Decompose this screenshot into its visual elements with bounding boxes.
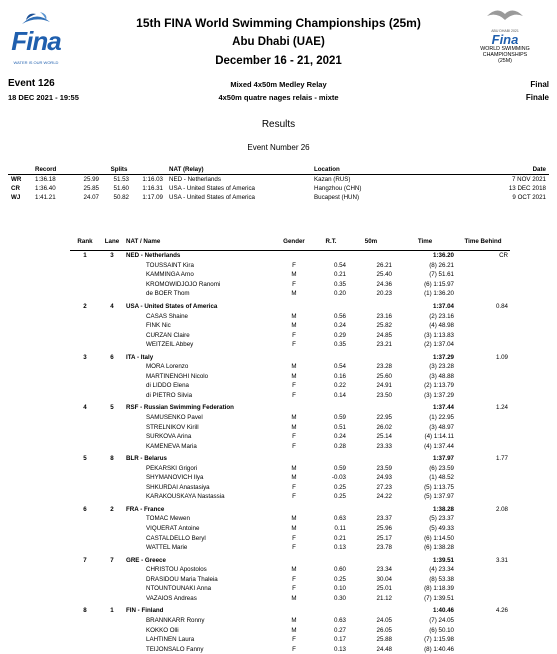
record-split: 1:16.03 [142, 176, 163, 183]
team-nat: BLR - Belarus [126, 455, 167, 463]
swimmer-reaction-time: 0.22 [333, 382, 346, 390]
swimmer-50m: 23.34 [376, 566, 392, 574]
swimmer-reaction-time: 0.63 [333, 515, 346, 523]
record-time: 1:41.21 [35, 194, 56, 201]
team-time-behind: CR [499, 252, 508, 260]
swimmer-row [70, 362, 510, 372]
swimmer-50m: 25.82 [376, 322, 392, 330]
fina-tagline: WATER IS OUR WORLD [13, 60, 59, 65]
swimmer-gender: F [292, 645, 296, 653]
swimmer-row [70, 616, 510, 626]
swimmer-split: (1) 1:36.20 [424, 290, 454, 298]
record-split: 24.07 [83, 194, 99, 201]
swimmer-gender: M [291, 464, 297, 472]
swimmer-gender: M [291, 322, 297, 330]
swimmer-row [70, 413, 510, 423]
swimmer-reaction-time: 0.20 [333, 290, 346, 298]
team-rank: 4 [83, 404, 87, 412]
swimmer-50m: 26.05 [376, 626, 392, 634]
swimmer-row [70, 432, 510, 442]
swimmer-row [70, 280, 510, 290]
swimmer-gender: M [291, 515, 297, 523]
swimmer-50m: 23.16 [376, 312, 392, 320]
swimmer-reaction-time: 0.13 [333, 645, 346, 653]
swimmer-split: (1) 22.95 [429, 414, 454, 422]
swimmer-50m: 23.50 [376, 391, 392, 399]
swimmer-50m: 25.88 [376, 636, 392, 644]
swimmer-name: di PIETRO Silvia [146, 391, 193, 399]
team-time-behind: 1.24 [495, 404, 508, 412]
swimmer-split: (3) 48.97 [429, 423, 454, 431]
team-time: 1:37.44 [433, 404, 454, 412]
record-split: 51.60 [113, 185, 129, 192]
swimmer-name: KROMOWIDJOJO Ranomi [146, 280, 221, 288]
swimmer-gender: M [291, 312, 297, 320]
swimmer-split: (8) 1:40.46 [424, 645, 454, 653]
swimmer-gender: F [292, 483, 296, 491]
swimmer-gender: F [292, 636, 296, 644]
team-time-behind: 1.09 [495, 353, 508, 361]
record-location: Hangzhou (CHN) [314, 185, 362, 192]
swimmer-split: (3) 1:37.29 [424, 391, 454, 399]
swimmer-gender: F [292, 442, 296, 450]
swimmer-reaction-time: 0.21 [333, 534, 346, 542]
swimmer-name: VAZAIOS Andreas [146, 594, 197, 602]
team-lane: 3 [110, 252, 114, 260]
swimmer-gender: F [292, 544, 296, 552]
record-split: 25.99 [83, 176, 99, 183]
swimmer-name: SHYMANOVICH Ilya [146, 474, 204, 482]
swimmer-row [70, 644, 510, 654]
swimmer-row [70, 261, 510, 271]
swimmer-split: (7) 1:39.51 [424, 594, 454, 602]
team-lane: 2 [110, 505, 114, 513]
swimmer-reaction-time: 0.28 [333, 442, 346, 450]
swimmer-split: (7) 51.61 [429, 271, 454, 279]
swimmer-split: (3) 1:13.83 [424, 331, 454, 339]
phase-fr: Finale [525, 93, 549, 102]
swimmer-gender: F [292, 341, 296, 349]
swimmer-name: LAHTINEN Laura [146, 636, 195, 644]
swimmer-50m: 24.22 [376, 493, 392, 501]
swimmer-gender: F [292, 391, 296, 399]
swimmer-50m: 24.85 [376, 331, 392, 339]
swimmer-gender: M [291, 616, 297, 624]
team-row [70, 251, 510, 261]
swimmer-row [70, 311, 510, 321]
record-nat: USA - United States of America [169, 185, 255, 192]
record-code: WR [11, 176, 22, 183]
swimmer-50m: 26.02 [376, 423, 392, 431]
swimmer-gender: M [291, 423, 297, 431]
swimmer-name: WATTEL Marie [146, 544, 188, 552]
swimmer-row [70, 270, 510, 280]
swimmer-split: (3) 23.28 [429, 363, 454, 371]
swimmer-reaction-time: 0.59 [333, 414, 346, 422]
swimmer-reaction-time: 0.60 [333, 566, 346, 574]
record-split: 1:17.09 [142, 194, 163, 201]
swimmer-name: CHRISTOU Apostolos [146, 566, 207, 574]
team-lane: 4 [110, 303, 114, 310]
record-code: CR [11, 185, 20, 192]
swimmer-gender: F [292, 280, 296, 288]
swimmer-split: (2) 23.16 [429, 312, 454, 320]
team-time: 1:39.51 [433, 556, 454, 564]
results-table [70, 232, 510, 654]
swimmer-gender: F [292, 585, 296, 593]
swimmer-row [70, 381, 510, 391]
swimmer-split: (6) 1:38.28 [424, 544, 454, 552]
swimmer-row [70, 575, 510, 585]
swimmer-row [70, 543, 510, 553]
swimmer-split: (8) 1:18.39 [424, 585, 454, 593]
swimmer-name: SHKURDAI Anastasiya [146, 483, 210, 491]
team-row [70, 302, 510, 312]
team-nat: FIN - Finland [126, 607, 164, 615]
record-row [8, 193, 549, 202]
swimmer-split: (2) 1:37.04 [424, 341, 454, 349]
city: Abu Dhabi (UAE) [232, 36, 325, 48]
team-rank: 5 [83, 455, 87, 463]
record-split: 51.53 [113, 176, 129, 183]
event-name-en: Mixed 4x50m Medley Relay [230, 80, 327, 89]
page-title: 15th FINA World Swimming Championships (25m) [136, 16, 421, 30]
swimmer-row [70, 340, 510, 350]
swimmer-gender: F [292, 382, 296, 390]
swimmer-gender: F [292, 493, 296, 501]
swimmer-split: (7) 1:15.98 [424, 636, 454, 644]
team-row [70, 403, 510, 413]
swimmer-50m: 24.91 [376, 382, 392, 390]
team-time-behind: 0.84 [495, 303, 508, 310]
swimmer-name: DRASIDOU Maria Thaleia [146, 575, 218, 583]
swimmer-split: (4) 1:14.11 [424, 433, 454, 441]
swimmer-50m: 24.48 [376, 645, 392, 653]
swimmer-reaction-time: 0.29 [333, 331, 346, 339]
section-title: Results [261, 119, 296, 130]
swimmer-row [70, 483, 510, 493]
swimmer-50m: 20.23 [376, 290, 392, 298]
swimmer-split: (8) 53.38 [429, 575, 454, 583]
swimmer-split: (1) 48.52 [429, 474, 454, 482]
event-name-fr: 4x50m quatre nages relais - mixte [218, 93, 339, 102]
swimmer-reaction-time: 0.25 [333, 493, 346, 501]
swimmer-name: BRANNKARR Ronny [146, 616, 205, 624]
dates: December 16 - 21, 2021 [215, 55, 342, 67]
swimmer-name: MARTINENGHI Nicolo [146, 372, 209, 380]
swimmer-name: KAMMINGA Arno [146, 271, 194, 279]
event-label: Event 126 [8, 78, 55, 89]
record-location: Bucapest (HUN) [314, 194, 360, 201]
swimmer-name: SAMUSENKO Pavel [146, 414, 203, 422]
swimmer-split: (6) 1:14.50 [424, 534, 454, 542]
swimmer-50m: 23.28 [376, 363, 392, 371]
team-rank: 2 [83, 303, 87, 310]
swimmer-50m: 25.96 [376, 525, 392, 533]
swimmer-gender: M [291, 271, 297, 279]
swimmer-reaction-time: 0.16 [333, 372, 346, 380]
swimmer-50m: 23.33 [376, 442, 392, 450]
team-time: 1:37.97 [433, 455, 454, 463]
swimmer-50m: 24.93 [376, 474, 392, 482]
swimmer-gender: F [292, 575, 296, 583]
swimmer-reaction-time: 0.11 [334, 525, 346, 533]
swimmer-name: KARAKOUSKAYA Nastassia [146, 493, 225, 501]
swimmer-row [70, 594, 510, 604]
records-header-row: Record Splits NAT (Relay) Location Date [8, 165, 549, 175]
swimmer-gender: F [292, 261, 296, 269]
team-row [70, 454, 510, 464]
swimmer-gender: M [291, 626, 297, 634]
record-nat: NED - Netherlands [169, 176, 221, 183]
swimmer-50m: 22.95 [376, 414, 392, 422]
team-lane: 5 [110, 404, 114, 412]
swimmer-50m: 24.05 [376, 616, 392, 624]
team-time: 1:40.46 [433, 607, 454, 615]
swimmer-row [70, 514, 510, 524]
swimmer-split: (6) 23.59 [429, 464, 454, 472]
swimmer-name: TOUSSAINT Kira [146, 261, 194, 269]
swimmer-split: (2) 1:13.79 [424, 382, 454, 390]
team-time: 1:37.04 [433, 303, 454, 310]
swimmer-split: (6) 1:15.97 [424, 280, 454, 288]
swimmer-row [70, 330, 510, 340]
swimmer-split: (3) 48.88 [429, 372, 454, 380]
record-code: WJ [11, 194, 21, 201]
team-time-behind: 1.77 [495, 455, 508, 463]
team-rank: 6 [83, 505, 87, 513]
swimmer-50m: 27.23 [376, 483, 392, 491]
swimmer-row [70, 463, 510, 473]
swimmer-50m: 23.21 [376, 341, 392, 349]
team-lane: 8 [110, 455, 114, 463]
swimmer-reaction-time: 0.35 [333, 341, 346, 349]
swimmer-name: TEIJONSALO Fanny [146, 645, 204, 653]
record-split: 50.82 [113, 194, 129, 201]
swimmer-gender: F [292, 534, 296, 542]
championships-logo-sub: WORLD SWIMMING CHAMPIONSHIPS (25M) [480, 46, 530, 65]
fina-logo-text: Fina [11, 26, 61, 56]
swimmer-50m: 25.60 [376, 372, 392, 380]
team-row [70, 352, 510, 362]
swimmer-split: (7) 24.05 [429, 616, 454, 624]
phase-en: Final [530, 80, 549, 89]
swimmer-split: (8) 26.21 [429, 261, 454, 269]
swimmer-split: (6) 50.10 [429, 626, 454, 634]
swimmer-name: VIQUERAT Antoine [146, 525, 200, 533]
team-rank: 3 [83, 353, 87, 361]
record-location: Kazan (RUS) [314, 176, 351, 183]
swimmer-gender: M [291, 414, 297, 422]
swimmer-gender: M [291, 594, 297, 602]
swimmer-gender: M [291, 566, 297, 574]
team-time-behind: 4.26 [495, 607, 508, 615]
swimmer-50m: 23.78 [376, 544, 392, 552]
team-lane: 1 [110, 607, 114, 615]
swimmer-row [70, 372, 510, 382]
swimmer-row [70, 584, 510, 594]
swimmer-name: MORA Lorenzo [146, 363, 189, 371]
record-row [8, 175, 549, 185]
swimmer-reaction-time: 0.24 [333, 322, 346, 330]
swimmer-row [70, 441, 510, 451]
record-row [8, 184, 549, 193]
swimmer-50m: 25.40 [376, 271, 392, 279]
swimmer-gender: M [291, 290, 297, 298]
team-rank: 8 [83, 607, 87, 615]
swimmer-50m: 25.17 [376, 534, 392, 542]
swimmer-row [70, 635, 510, 645]
swimmer-split: (4) 23.34 [429, 566, 454, 574]
swimmer-gender: M [291, 363, 297, 371]
swimmer-reaction-time: 0.59 [333, 464, 346, 472]
team-time: 1:36.20 [433, 252, 454, 260]
record-date: 13 DEC 2018 [508, 185, 546, 192]
swimmer-row [70, 492, 510, 502]
swimmer-name: di LIDDO Elena [146, 382, 189, 390]
swimmer-split: (4) 48.98 [429, 322, 454, 330]
swimmer-name: WEITZEIL Abbey [146, 341, 194, 349]
championships-logo-text: Fina [491, 32, 519, 47]
swimmer-row [70, 321, 510, 331]
swimmer-reaction-time: 0.27 [333, 626, 346, 634]
swimmer-name: CASTALDELLO Beryl [146, 534, 206, 542]
team-row [70, 505, 510, 515]
team-rank: 1 [83, 252, 87, 260]
event-number: Event Number 26 [247, 143, 310, 152]
team-nat: RSF - Russian Swimming Federation [126, 404, 234, 412]
swimmer-50m: 25.14 [376, 433, 392, 441]
swimmer-row [70, 565, 510, 575]
team-nat: ITA - Italy [126, 353, 154, 361]
team-lane: 7 [110, 556, 114, 564]
record-split: 25.85 [83, 185, 99, 192]
record-date: 7 NOV 2021 [511, 176, 546, 183]
swimmer-gender: F [292, 331, 296, 339]
swimmer-gender: F [292, 433, 296, 441]
swimmer-50m: 30.04 [376, 575, 392, 583]
swimmer-split: (5) 1:13.75 [424, 483, 454, 491]
swimmer-row [70, 289, 510, 299]
records-table [8, 165, 549, 202]
swimmer-gender: M [291, 372, 297, 380]
swimmer-reaction-time: 0.14 [333, 391, 346, 399]
swimmer-reaction-time: 0.35 [333, 280, 346, 288]
swimmer-split: (5) 49.33 [429, 525, 454, 533]
event-datetime: 18 DEC 2021 - 19:55 [8, 93, 79, 102]
swimmer-reaction-time: 0.21 [333, 271, 346, 279]
team-row [70, 606, 510, 616]
swimmer-row [70, 473, 510, 483]
swimmer-name: CURZAN Claire [146, 331, 190, 339]
swimmer-row [70, 422, 510, 432]
swimmer-gender: M [291, 525, 297, 533]
record-time: 1:36.18 [35, 176, 56, 183]
swimmer-reaction-time: 0.30 [333, 594, 346, 602]
record-time: 1:36.40 [35, 185, 56, 192]
swimmer-reaction-time: 0.24 [333, 433, 346, 441]
swimmer-name: KAMENEVA Maria [146, 442, 197, 450]
swimmer-split: (5) 23.37 [429, 515, 454, 523]
team-time-behind: 2.08 [495, 505, 508, 513]
swimmer-row [70, 391, 510, 401]
swimmer-reaction-time: 0.25 [333, 483, 346, 491]
swimmer-row [70, 524, 510, 534]
swimmer-reaction-time: 0.54 [333, 363, 346, 371]
record-date: 9 OCT 2021 [512, 194, 546, 201]
swimmer-50m: 24.36 [376, 280, 392, 288]
record-nat: USA - United States of America [169, 194, 255, 201]
team-nat: NED - Netherlands [126, 252, 181, 260]
swimmer-row [70, 625, 510, 635]
swimmer-reaction-time: -0.03 [331, 474, 346, 482]
swimmer-name: SURKOVA Arina [146, 433, 192, 441]
swimmer-reaction-time: 0.63 [333, 616, 346, 624]
swimmer-50m: 25.01 [376, 585, 392, 593]
record-split: 1:16.31 [142, 185, 163, 192]
results-header-row: Rank Lane NAT / Name Gender R.T. 50m Time Time Behind [70, 232, 510, 251]
swimmer-row [70, 533, 510, 543]
team-time-behind: 3.31 [495, 556, 508, 564]
swimmer-reaction-time: 0.17 [333, 636, 346, 644]
swimmer-50m: 21.12 [376, 594, 392, 602]
team-time: 1:37.29 [433, 353, 454, 361]
team-nat: GRE - Greece [126, 556, 166, 564]
swimmer-name: de BOER Thom [146, 290, 190, 298]
swimmer-reaction-time: 0.51 [333, 423, 346, 431]
swimmer-name: CASAS Shaine [146, 312, 188, 320]
swimmer-50m: 26.21 [376, 261, 392, 269]
swimmer-split: (4) 1:37.44 [424, 442, 454, 450]
swimmer-50m: 23.37 [376, 515, 392, 523]
swimmer-reaction-time: 0.13 [333, 544, 346, 552]
swimmer-name: TOMAC Mewen [146, 515, 190, 523]
team-rank: 7 [83, 556, 87, 564]
swimmer-reaction-time: 0.54 [333, 261, 346, 269]
swimmer-name: PEKARSKI Grigori [146, 464, 198, 472]
team-row [70, 555, 510, 565]
team-nat: USA - United States of America [126, 303, 218, 310]
swimmer-50m: 23.59 [376, 464, 392, 472]
swimmer-reaction-time: 0.25 [333, 575, 346, 583]
swimmer-name: NTOUNTOUNAKI Anna [146, 585, 212, 593]
championships-logo-caption: ABU DHABI 2021 [491, 29, 519, 33]
team-lane: 6 [110, 353, 114, 361]
swimmer-reaction-time: 0.10 [333, 585, 346, 593]
swimmer-name: FINK Nic [146, 322, 171, 330]
swimmer-name: KOKKO Olli [146, 626, 179, 634]
swimmer-gender: M [291, 474, 297, 482]
swimmer-name: STRELNIKOV Kirill [146, 423, 199, 431]
swimmer-split: (5) 1:37.97 [424, 493, 454, 501]
team-nat: FRA - France [126, 505, 165, 513]
team-time: 1:38.28 [433, 505, 454, 513]
swimmer-reaction-time: 0.56 [333, 312, 346, 320]
